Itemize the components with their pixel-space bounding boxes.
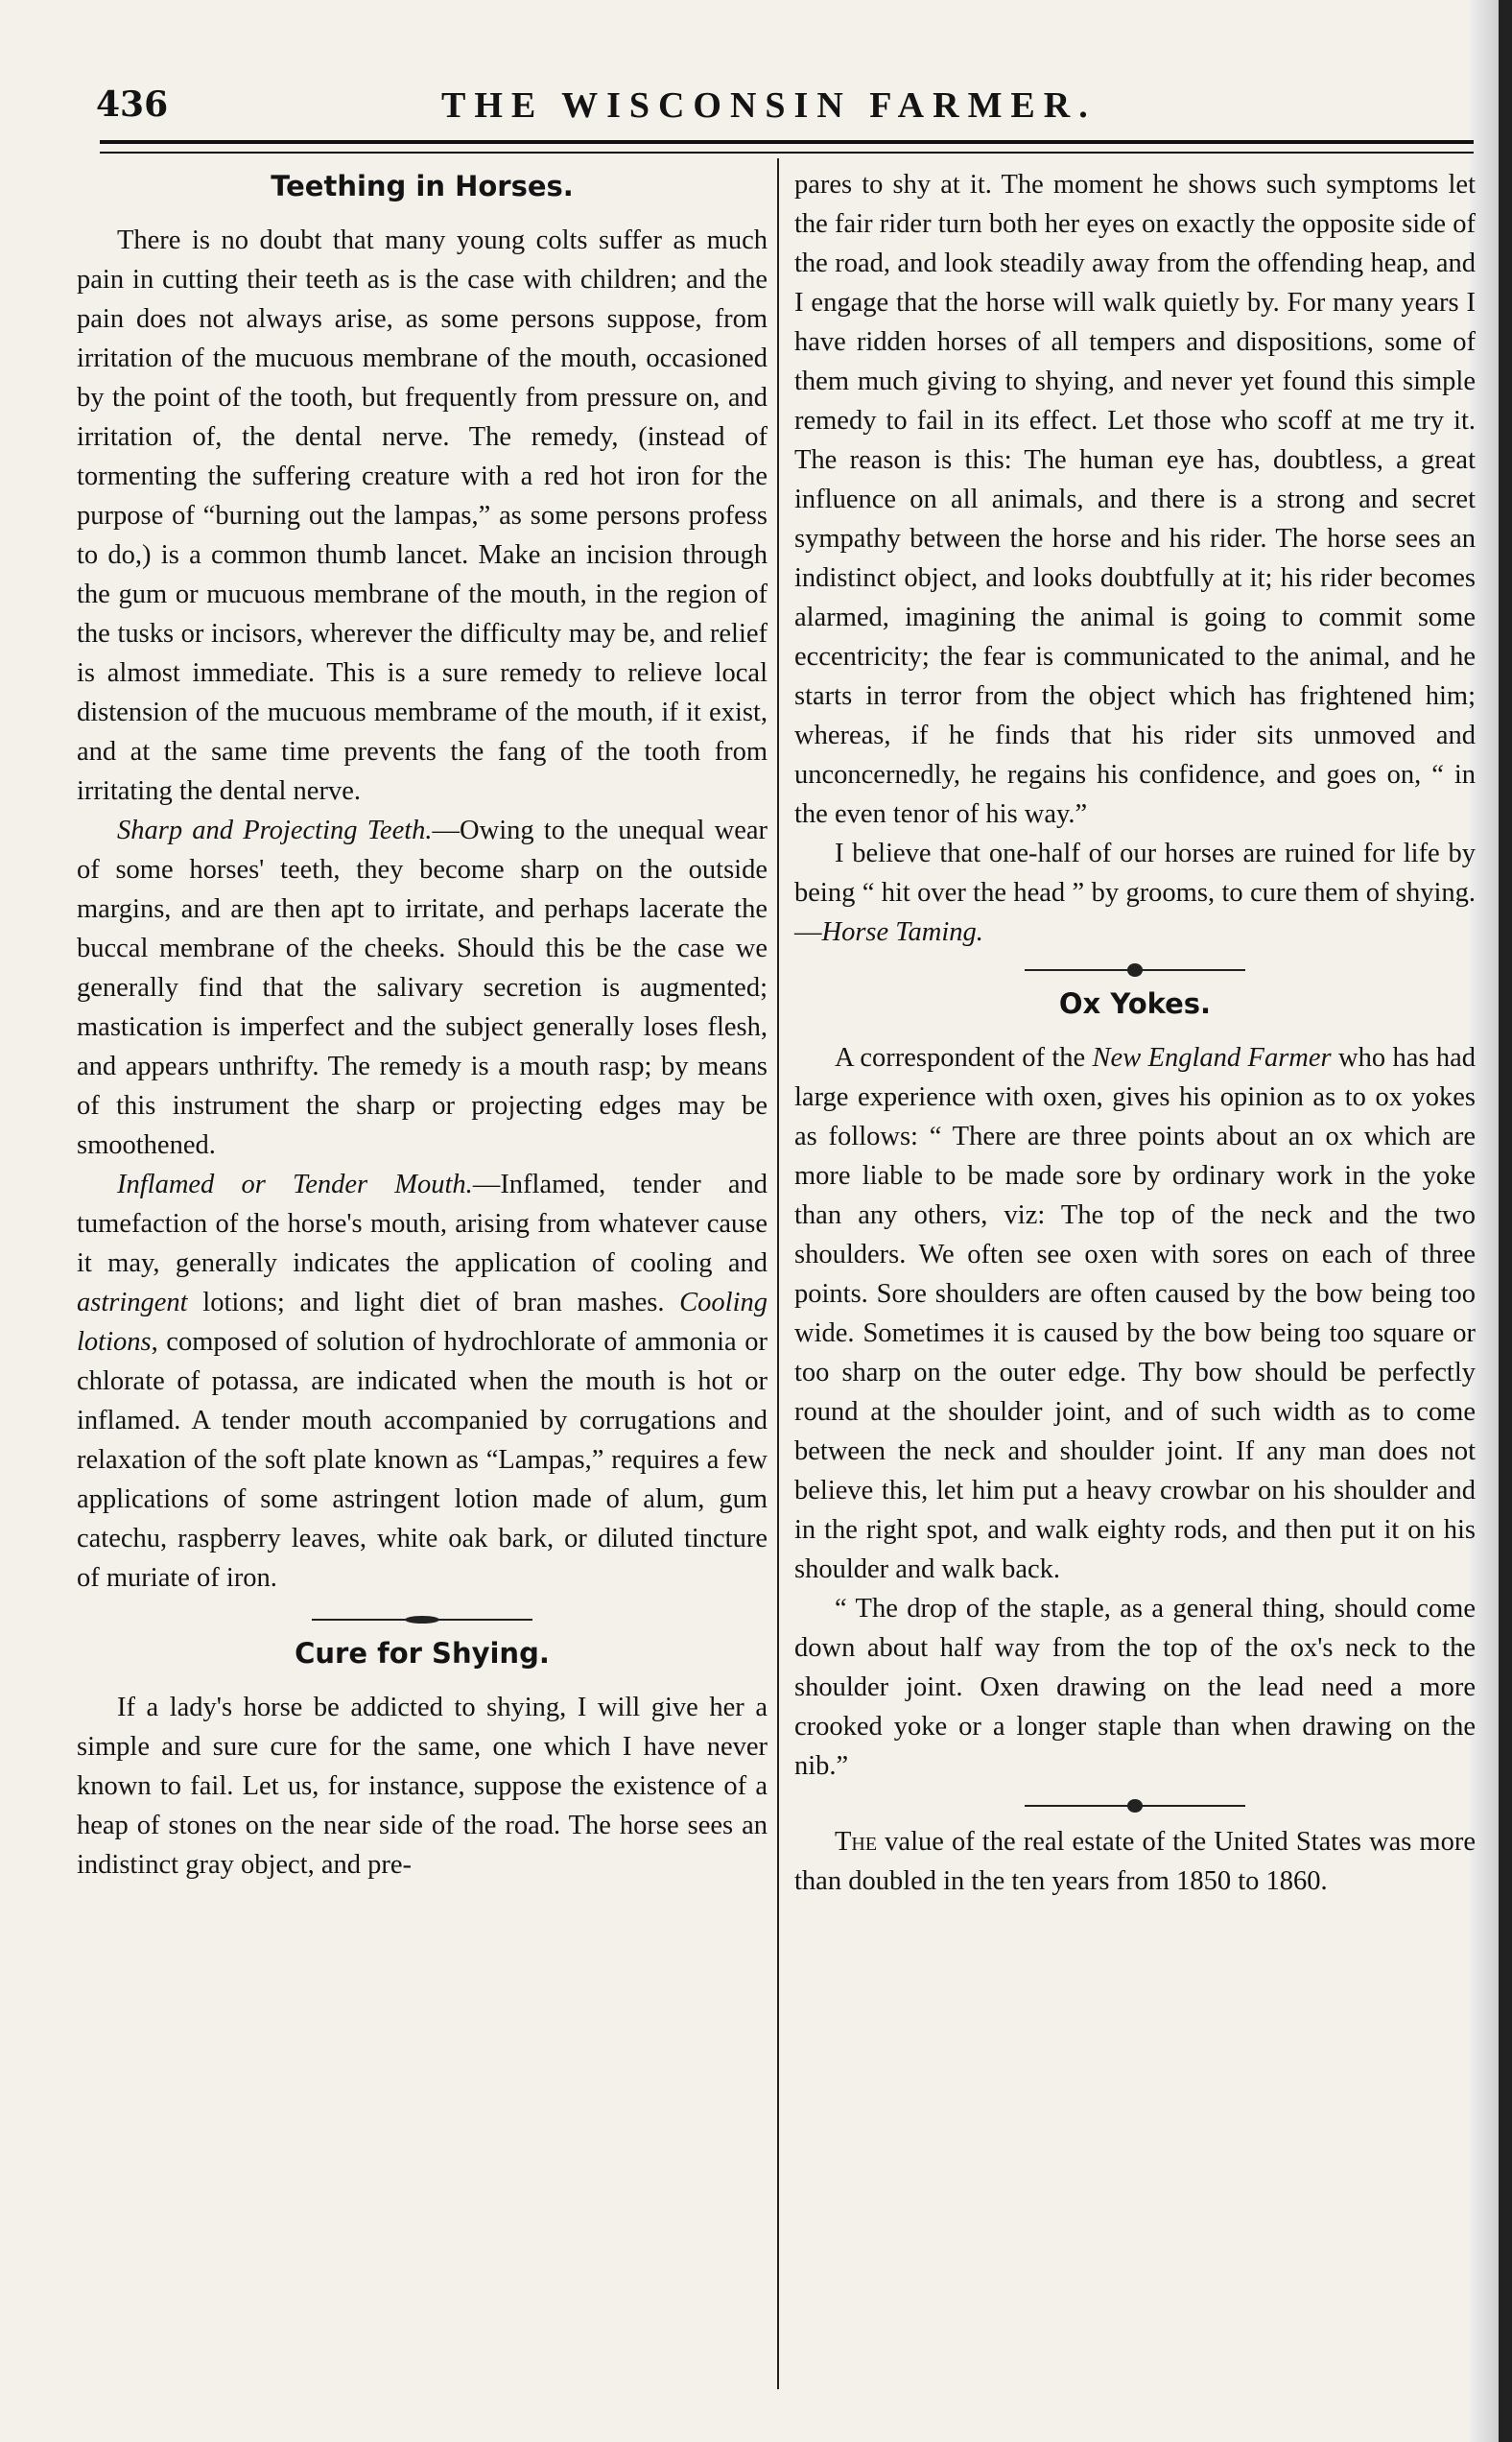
teething-heading: Teething in Horses. <box>271 170 574 202</box>
ox-yokes-heading: Ox Yokes. <box>1058 987 1212 1020</box>
shying-p2-text: I believe that one-half of our horses are ruined for life by being “ hit over the head ” by grooms, to cure them of shying.— <box>794 839 1476 947</box>
page-edge <box>1499 0 1512 2442</box>
shying-paragraph-continued: pares to shy at it. The moment he shows such symptoms let the fair rider turn both her eyes on exactly the opposite side of the road, and look steadily away from the offending heap, and I engage that the horse will walk quietly by. For many years I have ridden horses of all tempers and dispositions, some of them much giving to shying, and never yet found this simple remedy to fail in its effect. Let those who scoff at me try it. The reason is this: The human eye has, doubtless, a great influence on all animals, and there is a strong and secret sympathy between the horse and his rider. The horse sees an indistinct object, and looks doubtfully at it; his rider becomes alarmed, imagining the animal is going to commit some eccentricity; the fear is communicated to the animal, and he starts in terror from the object which has frightened him; whereas, if he finds that his rider sits unmoved and unconcernedly, he regains his confidence, and goes on, “ in the even tenor of his way.” <box>794 170 1476 829</box>
right-column <box>794 165 1476 1901</box>
page-number: 436 <box>96 84 169 125</box>
header-rule-thin <box>100 152 1474 154</box>
sharp-teeth-paragraph <box>77 811 768 1165</box>
ox-yokes-p1-b: New England Farmer <box>1092 1043 1332 1073</box>
teething-paragraph-1: There is no doubt that many young colts suffer as much pain in cutting their teeth as is the case with children; and the pain does not always arise, as some persons suppose, from irritation of the mucuous membrane of the mouth, occasioned by the point of the tooth, but frequently from pressure on, and irritation of, the dental nerve. The remedy, (instead of tormenting the suffering creature with a red hot iron for the purpose of “burning out the lampas,” as some persons profess to do,) is a common thumb lancet. Make an incision through the gum or mucuous membrane of the mouth, in the region of the tusks or incisors, wherever the difficulty may be, and relief is almost immediate. This is a sure remedy to relieve local distension of the mucuous membrame of the mouth, if it exist, and at the same time prevents the fang of the tooth from irritating the dental nerve. <box>77 225 768 806</box>
header-rule-thick <box>100 140 1474 144</box>
running-title: THE WISCONSIN FARMER. <box>441 85 1097 126</box>
section-separator <box>794 958 1476 983</box>
inflamed-mouth-text-d: Cooling lotions <box>77 1288 768 1357</box>
ox-yokes-paragraph-2: “ The drop of the staple, as a general thing, should come down about half way from the top of the ox's neck to the shoulder joint. Oxen drawing on the lead need a more crooked yoke or a longer staple than when drawing on the nib.” <box>794 1594 1476 1781</box>
ox-yokes-p1-c: who has had large experience with oxen, gives his opinion as to ox yokes as follows: “ There are three points about an ox which are more liable to be made sore by ordinary work in the yoke than any others, viz: The top of the neck and the two shoulders. We often see oxen with sores on each of three points. Sore shoulders are often caused by the bow being too wide. Sometimes it is caused by the bow being too square or too sharp on the outer edge. Thy bow should be perfectly round at the shoulder joint, and of such width as to come between the neck and shoulder joint. If any man does not believe this, let him put a heavy crowbar on his shoulder and in the right spot, and walk eighty rods, and then put it on his shoulder and walk back. <box>794 1043 1476 1584</box>
real-estate-paragraph <box>794 1822 1476 1901</box>
inflamed-mouth-paragraph <box>77 1165 768 1598</box>
column-separator <box>777 158 779 2389</box>
inflamed-mouth-subhead: Inflamed or Tender Mouth. <box>117 1170 473 1199</box>
section-separator <box>77 1607 768 1632</box>
shying-paragraph-1: If a lady's horse be addicted to shying, I will give her a simple and sure cure for the same, one which I have never known to fail. Let us, for instance, suppose the existence of a heap of stones on the near side of the road. The horse sees an indistinct gray object, and pre- <box>77 1693 768 1880</box>
inflamed-mouth-text-e: , composed of solution of hydrochlorate of ammonia or chlorate of potassa, are indicated when the mouth is hot or inflamed. A tender mouth accompanied by corrugations and relaxation of the soft plate known as “Lampas,” requires a few applications of some astringent lotion made of alum, gum catechu, raspberry leaves, white oak bark, or diluted tincture of muriate of iron. <box>77 1327 768 1593</box>
real-estate-text: value of the real estate of the United States was more than doubled in the ten years from 1850 to 1860. <box>794 1827 1476 1896</box>
section-separator <box>794 1793 1476 1818</box>
left-column <box>77 165 768 1885</box>
inflamed-mouth-text-a: —Inflamed, tender and tumefaction of the horse's mouth, arising from whatever cause it may, generally indicates the application of cooling and <box>77 1170 768 1278</box>
ox-yokes-p1-a: A correspondent of the <box>835 1043 1093 1073</box>
inflamed-mouth-text-b: astringent <box>77 1288 188 1317</box>
shying-paragraph-2 <box>794 834 1476 952</box>
sharp-teeth-text: —Owing to the unequal wear of some horses' teeth, they become sharp on the outside margins, and are then apt to irritate, and perhaps lacerate the buccal membrane of the cheeks. Should this be the case we generally find that the salivary secretion is augmented; mastication is imperfect and the subject generally loses flesh, and appears unthrifty. The remedy is a mouth rasp; by means of this instrument the sharp or projecting edges may be smoothened. <box>77 816 768 1160</box>
inflamed-mouth-text-c: lotions; and light diet of bran mashes. <box>187 1288 680 1317</box>
shying-source: Horse Taming. <box>821 917 983 947</box>
sharp-teeth-subhead: Sharp and Projecting Teeth. <box>117 816 433 845</box>
real-estate-lead: The <box>835 1827 878 1857</box>
ox-yokes-paragraph-1 <box>794 1038 1476 1589</box>
shying-heading: Cure for Shying. <box>295 1637 550 1670</box>
